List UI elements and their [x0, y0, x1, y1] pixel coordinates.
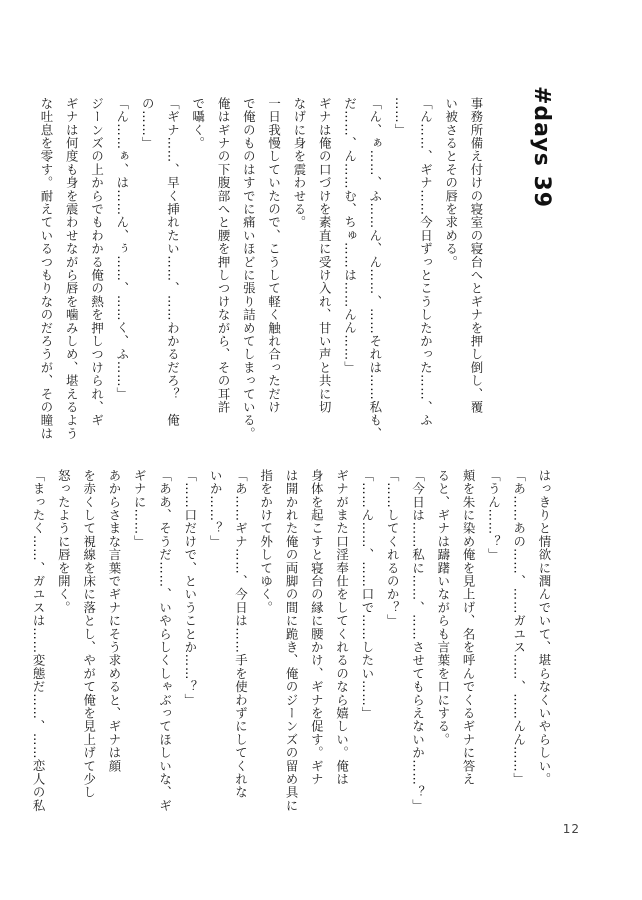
text-line: ギナがまた口淫奉仕をしてくれるのなら嬉しい。俺は: [334, 469, 350, 786]
text-line: 「ん……ぁ、は……ん、ぅ……、……く、ふ……」: [114, 97, 130, 401]
text-line: 身体を起こすと寝台の縁に腰かけ、ギナを促す。ギナ: [309, 469, 325, 786]
text-line: で俺のものはすでに痛いほどに張り詰めてしまっている。: [241, 97, 257, 441]
text-line: で囁く。: [190, 97, 206, 150]
text-line: ギナは俺の口づけを素直に受け入れ、甘い声と共に切: [317, 97, 333, 414]
text-line: 「……してくれるのか？」: [385, 469, 401, 628]
text-line: は開かれた俺の両脚の間に跪き、俺のジーンズの留め具に: [284, 469, 300, 813]
text-line: 指をかけて外してゆく。: [258, 469, 274, 615]
chapter-title: #days 39: [529, 86, 554, 209]
text-line: ると、ギナは躊躇いながらも言葉を口にする。: [435, 469, 451, 747]
text-line: はっきりと情欲に潤んでいて、堪らなくいやらしい。: [537, 469, 552, 786]
text-line: 「ん……、ギナ……今日ずっとこうしたかった……、ふ: [418, 97, 434, 427]
text-line: 「あ……ギナ……、今日は……手を使わずにしてくれな: [233, 469, 249, 799]
text-line: 一日我慢していたので、こうして軽く触れ合っただけ: [266, 97, 282, 414]
text-line: 怒ったように唇を開く。: [56, 469, 72, 615]
text-line: 「まったく……、ガユスは……変態だ……、……恋人の私: [31, 469, 47, 813]
text-line: 俺はギナの下腹部へと腰を押しつけながら、その耳許: [216, 97, 232, 414]
text-line: い被さるとその唇を求める。: [443, 97, 459, 269]
text-line: 頬を朱に染め俺を見上げ、名を呼んでくるギナに答え: [461, 469, 477, 786]
text-column-bottom: [31, 469, 557, 813]
text-line: ジーンズの上からでもわかる俺の熱を押しつけられ、ギ: [89, 97, 105, 427]
page-number: 12: [562, 822, 580, 836]
text-line: いか……？」: [208, 469, 224, 549]
text-line: 「ん、ぁ……、ふ……ん、ん……、……それは……私も、: [367, 97, 383, 441]
text-line: な吐息を零す。耐えているつもりなのだろうが、その瞳は: [38, 97, 54, 441]
text-line: ギナは何度も身を震わせながら唇を噛みしめ、堪えるよう: [64, 97, 80, 441]
text-line: 「うん……？」: [486, 469, 502, 562]
text-line: あからさまな言葉でギナにそう求めると、ギナは顔: [106, 469, 122, 773]
text-line: 「ギナ……、早く挿れたい……、……わかるだろ？ 俺: [165, 97, 181, 427]
text-line: の……」: [140, 97, 156, 150]
text-line: 「あ……あの……、……ガユス……、……んん……」: [511, 469, 527, 786]
text-column-top: [38, 97, 489, 441]
text-line: 事務所備え付けの寝室の寝台へとギナを押し倒し、覆: [469, 97, 484, 414]
text-line: 「今日は……私に……、……させてもらえないか……？」: [410, 469, 426, 813]
text-line: なげに身を震わせる。: [291, 97, 307, 229]
text-line: 「……ん……、……口で……したい……」: [359, 469, 375, 720]
text-line: を赤くして視線を床に落とし、やがて俺を見上げて少し: [81, 469, 97, 799]
text-line: 「ああ、そうだ……、いやらしくしゃぶってほしいな、ギ: [157, 469, 173, 813]
text-line: 「……口だけで、ということか……？」: [182, 469, 198, 707]
text-line: だ……、ん……む、ちゅ……は……んん……」: [342, 97, 358, 375]
text-line: ギナに……」: [132, 469, 148, 549]
text-line: ……」: [393, 97, 409, 137]
